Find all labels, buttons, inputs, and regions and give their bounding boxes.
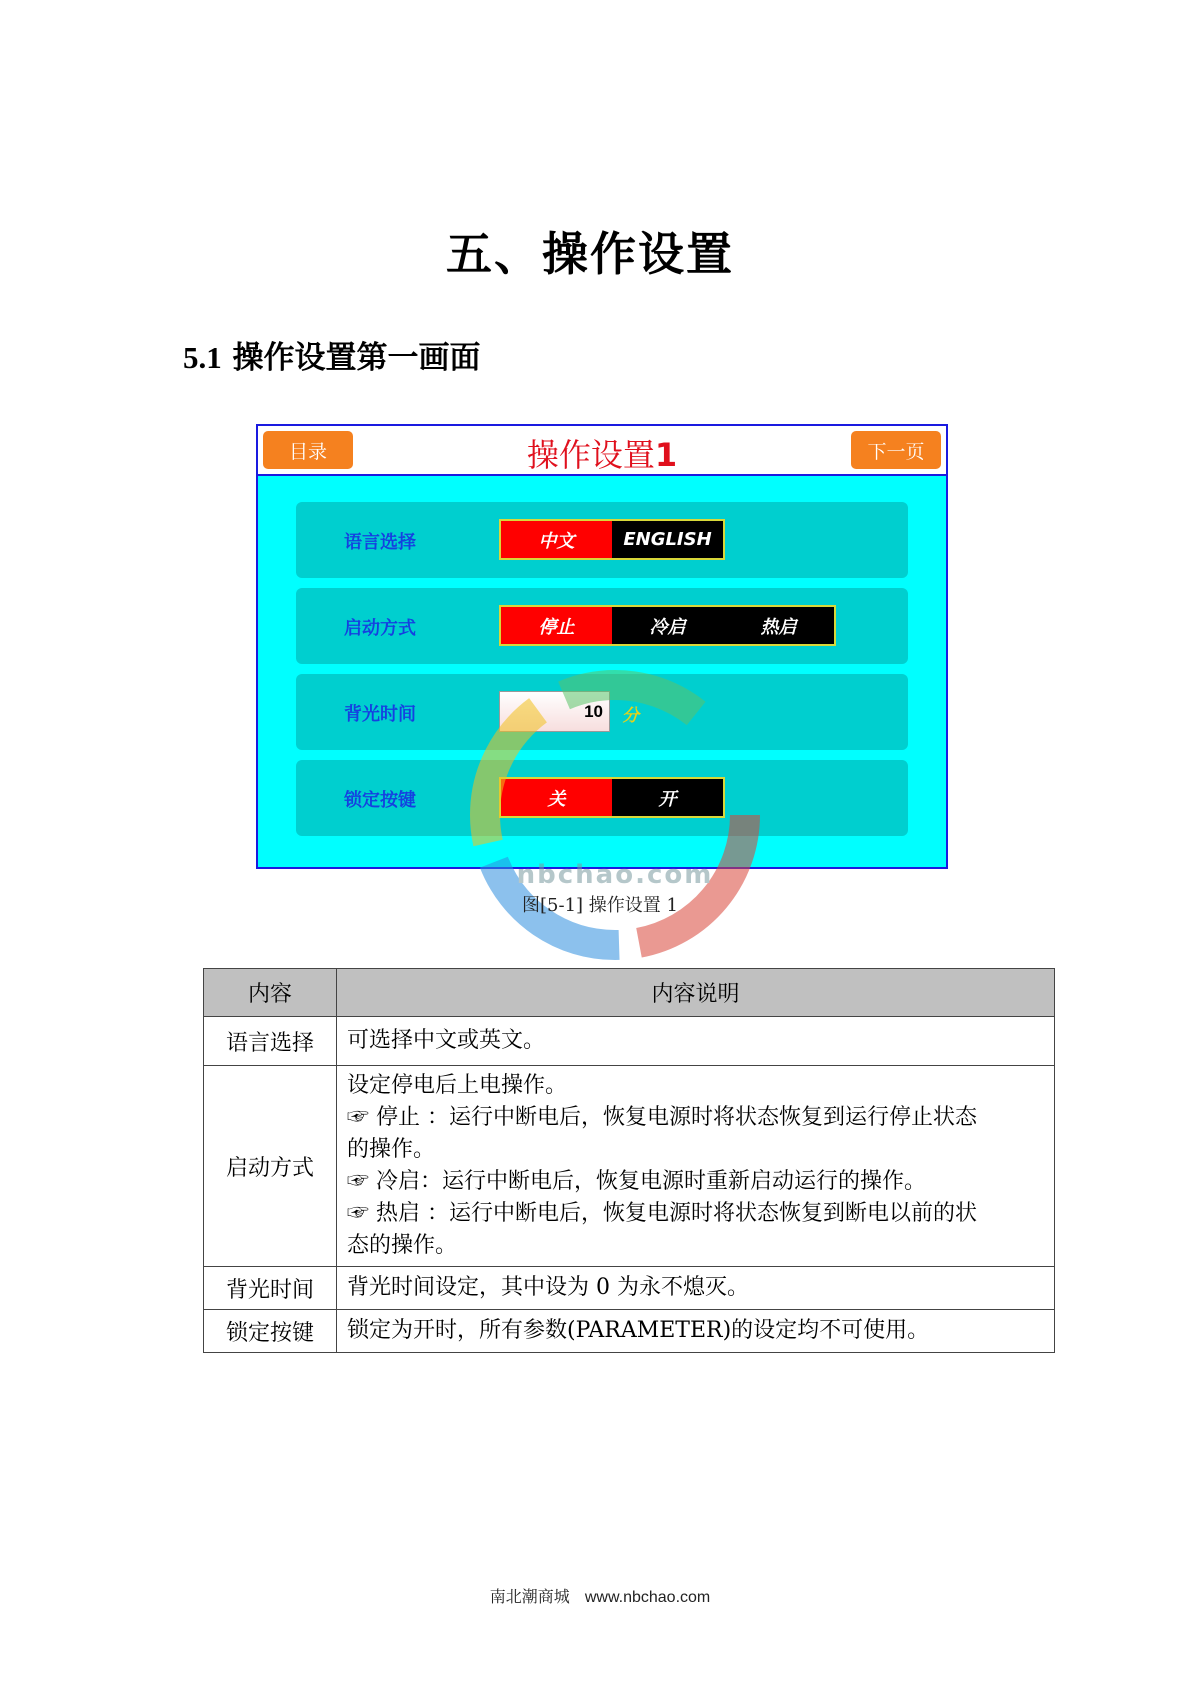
language-option-english[interactable]: ENGLISH [612, 521, 723, 558]
table-header-row [204, 969, 1055, 1017]
startup-option-stop[interactable]: 停止 [501, 607, 612, 644]
description-line: ☞ 热启 ：运行中断电后，恢复电源时将状态恢复到断电以前的状 [347, 1201, 977, 1226]
description-line: 锁定为开时，所有参数(PARAMETER)的设定均不可使用。 [347, 1318, 930, 1343]
hmi-header [258, 426, 946, 476]
menu-button[interactable]: 目录 [263, 431, 353, 469]
table-header-content: 内容 [204, 969, 337, 1017]
language-label: 语言选择 [344, 532, 416, 553]
table-row [204, 1066, 1055, 1267]
description-table [203, 968, 1055, 1353]
startup-option-hot[interactable]: 热启 [723, 607, 834, 644]
table-row [204, 1017, 1055, 1066]
table-cell-name: 背光时间 [204, 1267, 337, 1310]
hmi-title-number: 1 [654, 436, 678, 474]
table-cell-description [337, 1017, 1055, 1066]
watermark-text: nbchao.com [516, 860, 714, 890]
hmi-title-text: 操作设置 [526, 436, 655, 474]
hmi-screen [256, 424, 948, 869]
description-line: 态的操作。 [347, 1233, 458, 1258]
footer-url[interactable]: www.nbchao.com [584, 1589, 711, 1606]
section-title [183, 332, 481, 377]
section-title-text: 操作设置第一画面 [232, 340, 481, 376]
description-line: ☞ 冷启：运行中断电后，恢复电源时重新启动运行的操作。 [347, 1169, 926, 1194]
next-page-button[interactable]: 下一页 [851, 431, 941, 469]
footer-shop-name: 南北潮商城 [489, 1587, 570, 1606]
table-cell-description [337, 1267, 1055, 1310]
table-cell-description [337, 1310, 1055, 1353]
startup-mode-row [296, 588, 908, 664]
backlight-unit: 分 [622, 706, 639, 726]
table-row [204, 1267, 1055, 1310]
backlight-label: 背光时间 [344, 704, 416, 725]
startup-mode-selector [499, 605, 836, 646]
description-line: 背光时间设定，其中设为 0 为永不熄灭。 [347, 1275, 749, 1300]
table-header-description: 内容说明 [337, 969, 1055, 1017]
table-cell-description [337, 1066, 1055, 1267]
language-selector [499, 519, 725, 560]
description-line: 设定停电后上电操作。 [347, 1073, 568, 1098]
table-cell-name: 启动方式 [204, 1066, 337, 1267]
key-lock-option-off[interactable]: 关 [501, 779, 612, 816]
key-lock-row [296, 760, 908, 836]
page-footer [0, 1584, 1200, 1607]
hmi-title [258, 430, 946, 476]
description-line: 可选择中文或英文。 [347, 1028, 546, 1053]
figure-caption: 图[5-1] 操作设置 1 [522, 895, 678, 916]
backlight-time-input[interactable]: 10 [499, 691, 610, 732]
chapter-title: 五、操作设置 [446, 227, 734, 281]
description-line: 的操作。 [347, 1137, 436, 1162]
language-row [296, 502, 908, 578]
table-row [204, 1310, 1055, 1353]
section-number: 5.1 [183, 340, 222, 375]
key-lock-label: 锁定按键 [344, 790, 416, 811]
backlight-row [296, 674, 908, 750]
startup-option-cold[interactable]: 冷启 [612, 607, 723, 644]
startup-mode-label: 启动方式 [344, 618, 416, 639]
table-cell-name: 语言选择 [204, 1017, 337, 1066]
key-lock-option-on[interactable]: 开 [612, 779, 723, 816]
table-cell-name: 锁定按键 [204, 1310, 337, 1353]
key-lock-selector [499, 777, 725, 818]
language-option-chinese[interactable]: 中文 [501, 521, 612, 558]
description-line: ☞ 停止 ：运行中断电后，恢复电源时将状态恢复到运行停止状态 [347, 1105, 977, 1130]
